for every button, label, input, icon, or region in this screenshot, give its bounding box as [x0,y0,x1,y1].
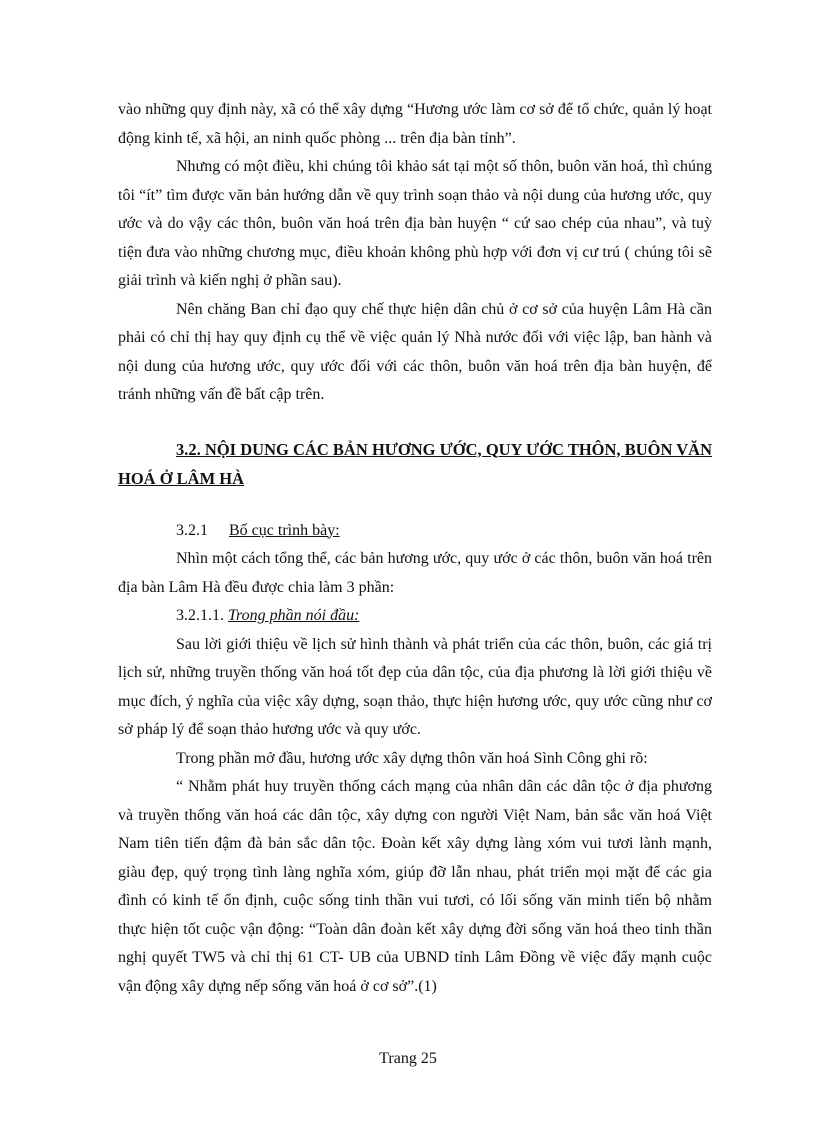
paragraph-1: vào những quy định này, xã có thể xây dựng “Hương ước làm cơ sở để tổ chức, quản lý hoạt động kinh tế, xã hội, an ninh quốc phòng ... trên địa bàn tỉnh”. [118,101,712,147]
quote-paragraph: “ Nhằm phát huy truyền thống cách mạng của nhân dân các dân tộc ở địa phương và truyền thống văn hoá các dân tộc, xây dựng con người Việt Nam, bản sắc văn hoá Việt Nam tiên tiến đậm đà bản sắc dân tộc. Đoàn kết xây dựng làng xóm vui tươi lành mạnh, giàu đẹp, quý trọng tình làng nghĩa xóm, giúp đỡ lẫn nhau, phát triển mọi mặt để các gia đình có kinh tế ổn định, cuộc sống tinh thần vui tươi, có lối sống văn minh tiến bộ nhằm thực hiện tốt cuộc vận động: “Toàn dân đoàn kết xây dựng đời sống văn hoá theo tinh thần nghị quyết TW5 và chỉ thị 61 CT- UB của UBND tỉnh Lâm Đồng về việc đẩy mạnh cuộc vận động xây dựng nếp sống văn hoá ở cơ sở”.(1) [118,778,712,995]
paragraph-5: Sau lời giới thiệu về lịch sử hình thành và phát triển của các thôn, buôn, các giá trị lịch sử, những truyền thống văn hoá tốt đẹp của dân tộc, của địa phương là lời giới thiệu về mục đích, ý nghĩa của việc xây dựng, soạn thảo, thực hiện hương ước, quy ước cũng như cơ sở pháp lý để soạn thảo hương ước và quy ước. [118,635,712,738]
subsection-title: Bố cục trình bày: [229,521,340,539]
paragraph-6: Trong phần mở đầu, hương ước xây dựng thôn văn hoá Sình Công ghi rõ: [176,749,648,767]
page-number: Trang 25 [379,1050,437,1067]
subsubsection-number: 3.2.1.1. [176,607,224,624]
paragraph-3: Nên chăng Ban chỉ đạo quy chế thực hiện dân chủ ở cơ sở của huyện Lâm Hà cần phải có chỉ thị hay quy định cụ thể về việc quản lý Nhà nước đối với việc lập, ban hành và nội dung của hương ước, quy ước đối với các thôn, buôn văn hoá trên địa bàn huyện, để tránh những vấn đề bất cập trên. [118,300,712,403]
document-page [118,96,712,1001]
paragraph-4: Nhìn một cách tổng thể, các bản hương ước, quy ước ở các thôn, buôn văn hoá trên địa bàn Lâm Hà đều được chia làm 3 phần: [118,550,712,596]
subsubsection-title: Trong phần nói đầu: [228,607,360,624]
subsection-heading [118,517,712,546]
section-heading: 3.2. NỘI DUNG CÁC BẢN HƯƠNG ƯỚC, QUY ƯỚC THÔN, BUÔN VĂN HOÁ Ở LÂM HÀ [118,439,712,488]
subsubsection-heading [118,602,712,631]
subsection-number: 3.2.1 [176,521,208,539]
paragraph-2: Nhưng có một điều, khi chúng tôi khảo sát tại một số thôn, buôn văn hoá, thì chúng tôi “ít” tìm được văn bản hướng dẫn về quy trình soạn thảo và nội dung của hương ước, quy ước và do vậy các thôn, buôn văn hoá trên địa bàn huyện “ cứ sao chép của nhau”, và tuỳ tiện đưa vào những chương mục, điều khoản không phù hợp với đơn vị cư trú ( chúng tôi sẽ giải trình và kiến nghị ở phần sau). [118,158,712,289]
